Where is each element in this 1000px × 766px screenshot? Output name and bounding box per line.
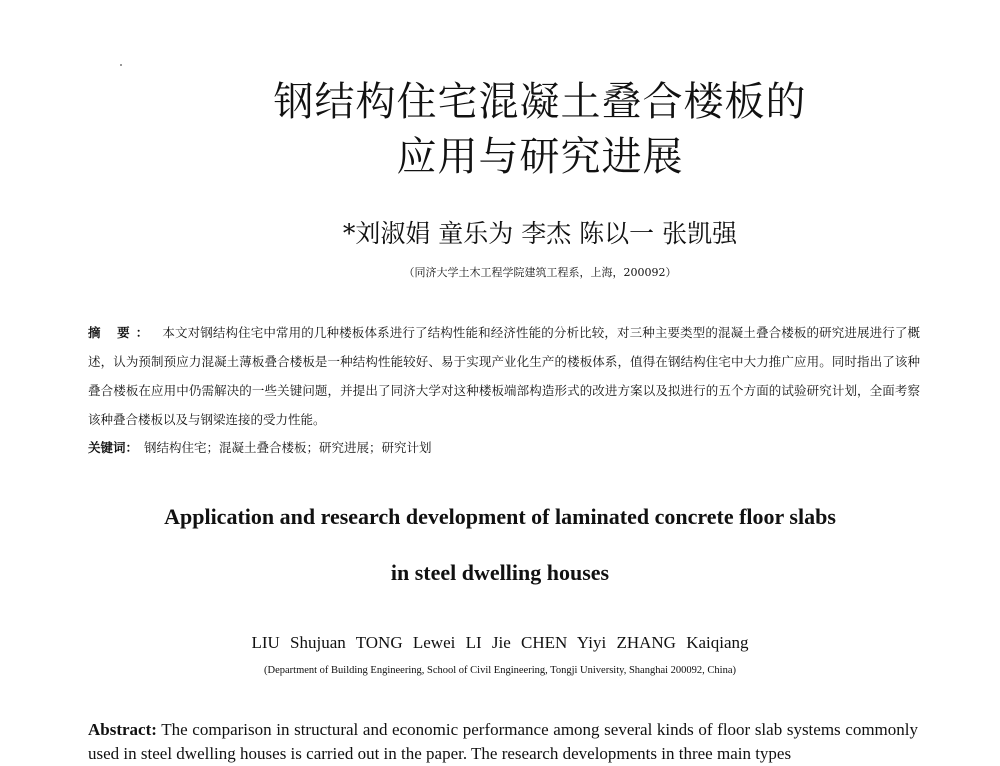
chinese-title-line-1: 钢结构住宅混凝土叠合楼板的 [273,79,807,125]
scan-speck [120,64,122,66]
english-abstract-text: The comparison in structural and economic performance among several kinds of floor slab systems commonly used in steel dwelling houses is carried out in the paper. The research developments in three main types [88,720,918,763]
chinese-keywords-label: 关键词： [88,440,139,455]
chinese-affiliation: （同济大学土木工程学院建筑工程系，上海，200092） [403,266,677,279]
chinese-abstract [88,318,920,434]
chinese-keywords-text: 钢结构住宅；混凝土叠合楼板；研究进展；研究计划 [144,440,432,455]
chinese-title-line-2: 应用与研究进展 [396,134,684,180]
chinese-abstract-text: 本文对钢结构住宅中常用的几种楼板体系进行了结构性能和经济性能的分析比较，对三种主要类型的混凝土叠合楼板的研究进展进行了概述，认为预制预应力混凝土薄板叠合楼板是一种结构性能较好、易于实现产业化生产的楼板体系，值得在钢结构住宅中大力推广应用。同时指出了该种叠合楼板在应用中仍需解决的一些关键问题，并提出了同济大学对这种楼板端部构造形式的改进方案以及拟进行的五个方面的试验研究计划，全面考察该种叠合楼板以及与钢梁连接的受力性能。 [88,325,920,427]
english-title-line-2: in steel dwelling houses [390,560,610,585]
chinese-authors: *刘淑娟 童乐为 李杰 陈以一 张凯强 [342,219,738,248]
english-abstract [88,718,918,766]
english-title-line-1: Application and research development of laminated concrete floor slabs [164,504,836,529]
chinese-keywords [88,438,920,456]
english-authors: LIU Shujuan TONG Lewei LI Jie CHEN Yiyi ZHANG Kaiqiang [251,633,749,652]
english-affiliation: (Department of Building Engineering, School of Civil Engineering, Tongji University, Shanghai 200092, China) [264,665,736,676]
chinese-abstract-label: 摘 要： [88,325,155,340]
english-abstract-label: Abstract: [88,720,157,739]
